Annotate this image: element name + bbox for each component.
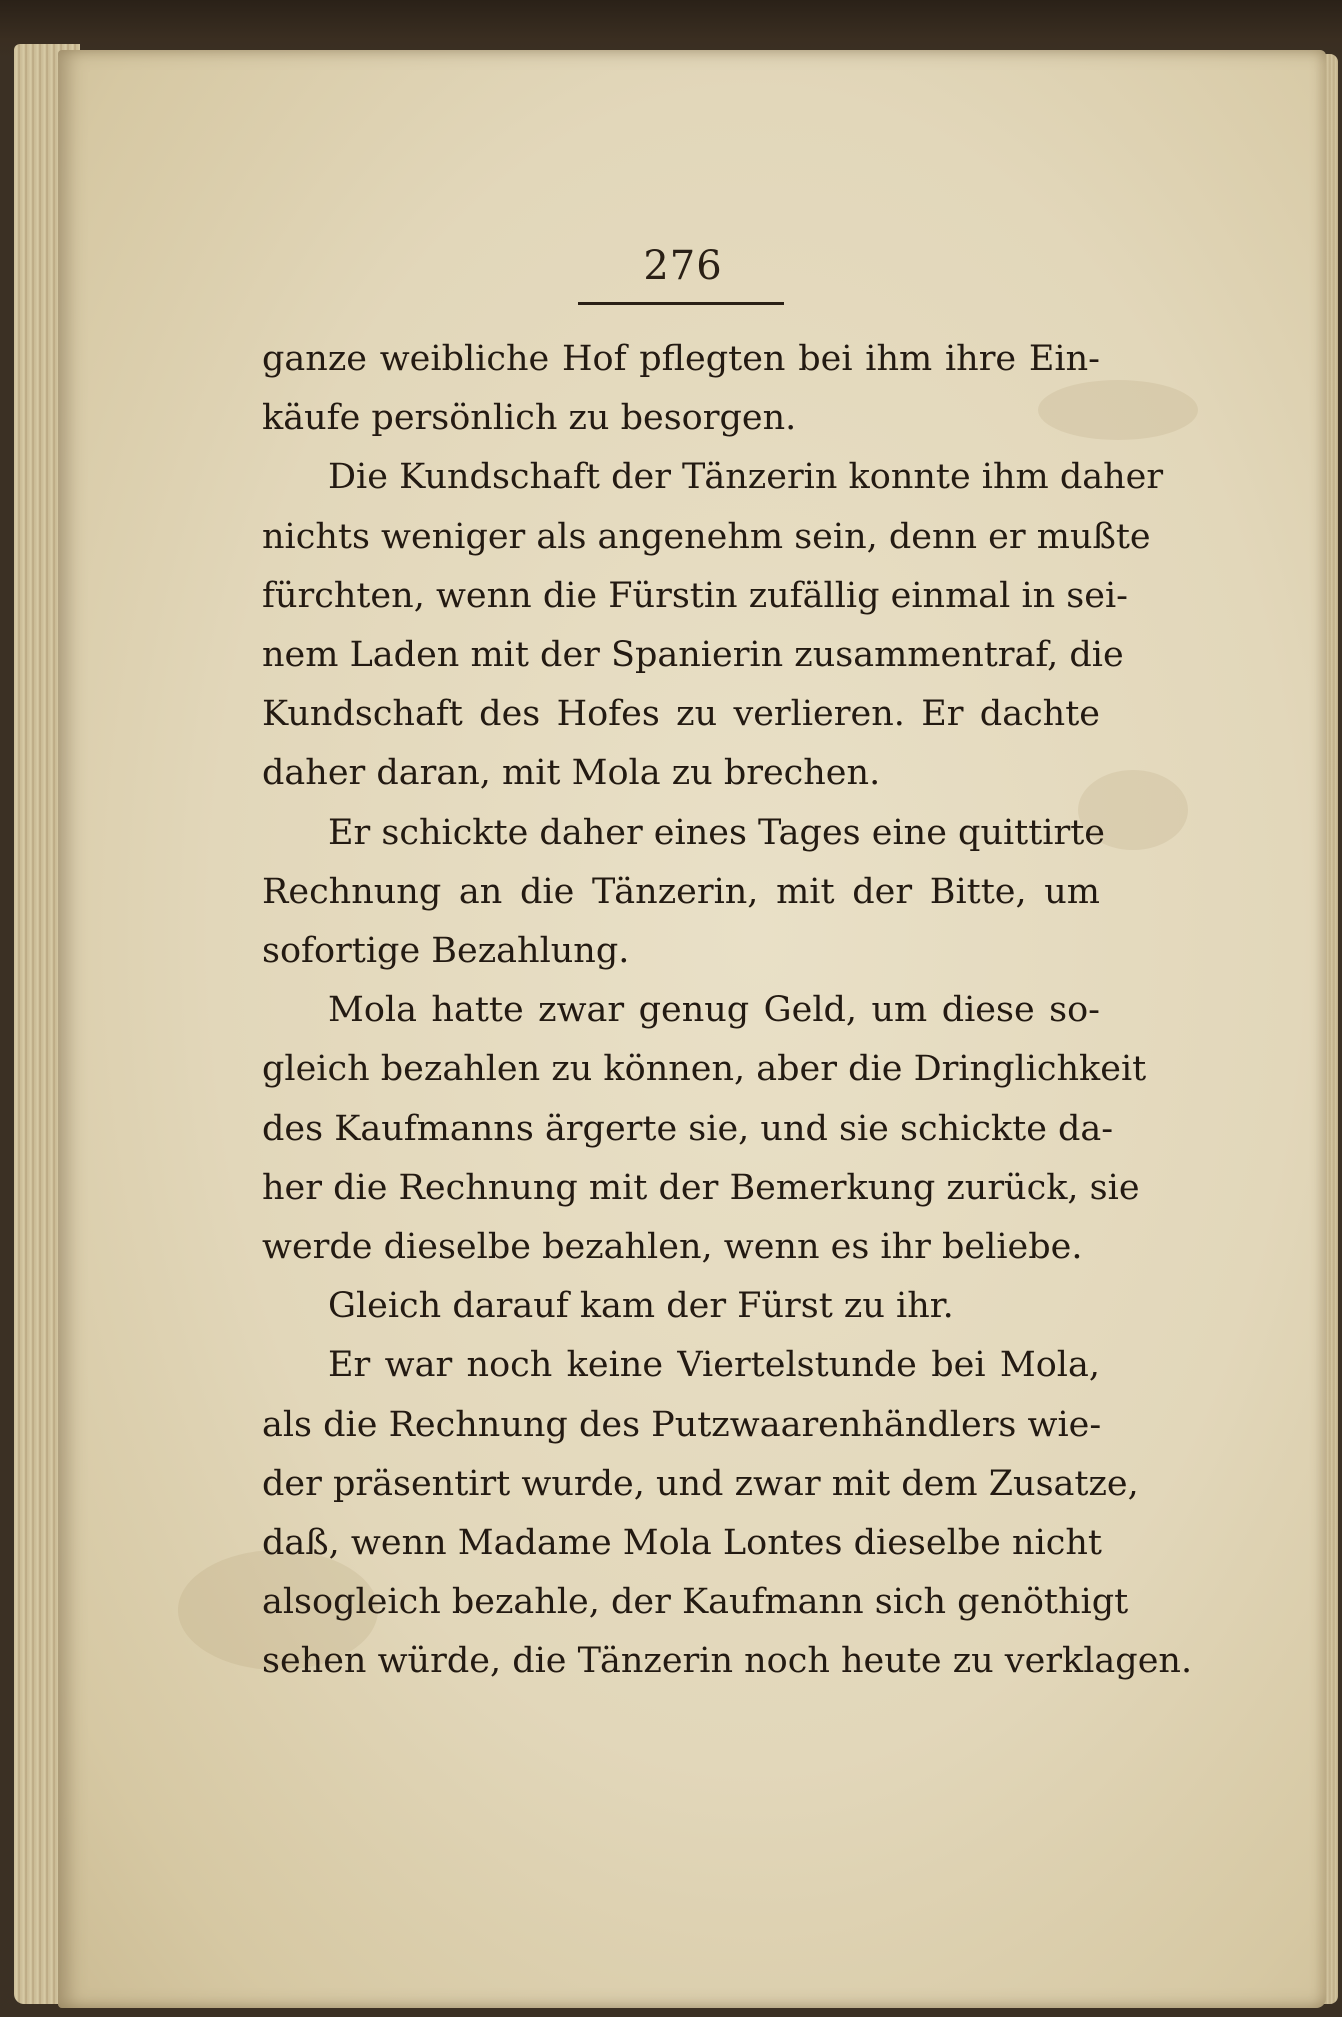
text-line: Kundschaft des Hofes zu verlieren. Er dachte bbox=[262, 694, 1100, 735]
text-line: als die Rechnung des Putzwaarenhändlers wie- bbox=[262, 1404, 1102, 1445]
body-text bbox=[262, 330, 1193, 1730]
text-line: fürchten, wenn die Fürstin zufällig einmal in sei- bbox=[262, 575, 1128, 616]
text-line: daher daran, mit Mola zu brechen. bbox=[262, 753, 881, 794]
text-line: käufe persönlich zu besorgen. bbox=[262, 398, 797, 439]
text-line: sofortige Bezahlung. bbox=[262, 931, 630, 971]
text-line: ganze weibliche Hof pflegten bei ihm ihre Ein- bbox=[262, 339, 1100, 379]
text-line: Rechnung an die Tänzerin, mit der Bitte, um bbox=[262, 871, 1100, 912]
text-line: werde dieselbe bezahlen, wenn es ihr beliebe. bbox=[262, 1227, 1083, 1267]
text-line: nem Laden mit der Spanierin zusammentraf, die bbox=[262, 635, 1124, 675]
text-line: Die Kundschaft der Tänzerin konnte ihm daher bbox=[328, 457, 1164, 498]
text-line: der präsentirt wurde, und zwar mit dem Zusatze, bbox=[262, 1463, 1139, 1504]
header-rule bbox=[578, 302, 784, 305]
text-line: Mola hatte zwar genug Geld, um diese so- bbox=[328, 990, 1100, 1031]
text-line: Gleich darauf kam der Fürst zu ihr. bbox=[328, 1286, 954, 1327]
text-line: her die Rechnung mit der Bemerkung zurück, sie bbox=[262, 1167, 1140, 1208]
text-line: daß, wenn Madame Mola Lontes dieselbe nicht bbox=[262, 1523, 1102, 1563]
text-line: des Kaufmanns ärgerte sie, und sie schickte da- bbox=[262, 1108, 1114, 1149]
page-number: 276 bbox=[643, 243, 723, 289]
text-line: Er schickte daher eines Tages eine quittirte bbox=[328, 812, 1106, 853]
text-line: alsogleich bezahle, der Kaufmann sich genöthigt bbox=[262, 1582, 1129, 1623]
text-line: nichts weniger als angenehm sein, denn er mußte bbox=[262, 516, 1151, 557]
text-line: Er war noch keine Viertelstunde bei Mola, bbox=[328, 1345, 1100, 1386]
text-line: sehen würde, die Tänzerin noch heute zu verklagen. bbox=[262, 1641, 1193, 1682]
text-line: gleich bezahlen zu können, aber die Dringlichkeit bbox=[262, 1049, 1147, 1090]
